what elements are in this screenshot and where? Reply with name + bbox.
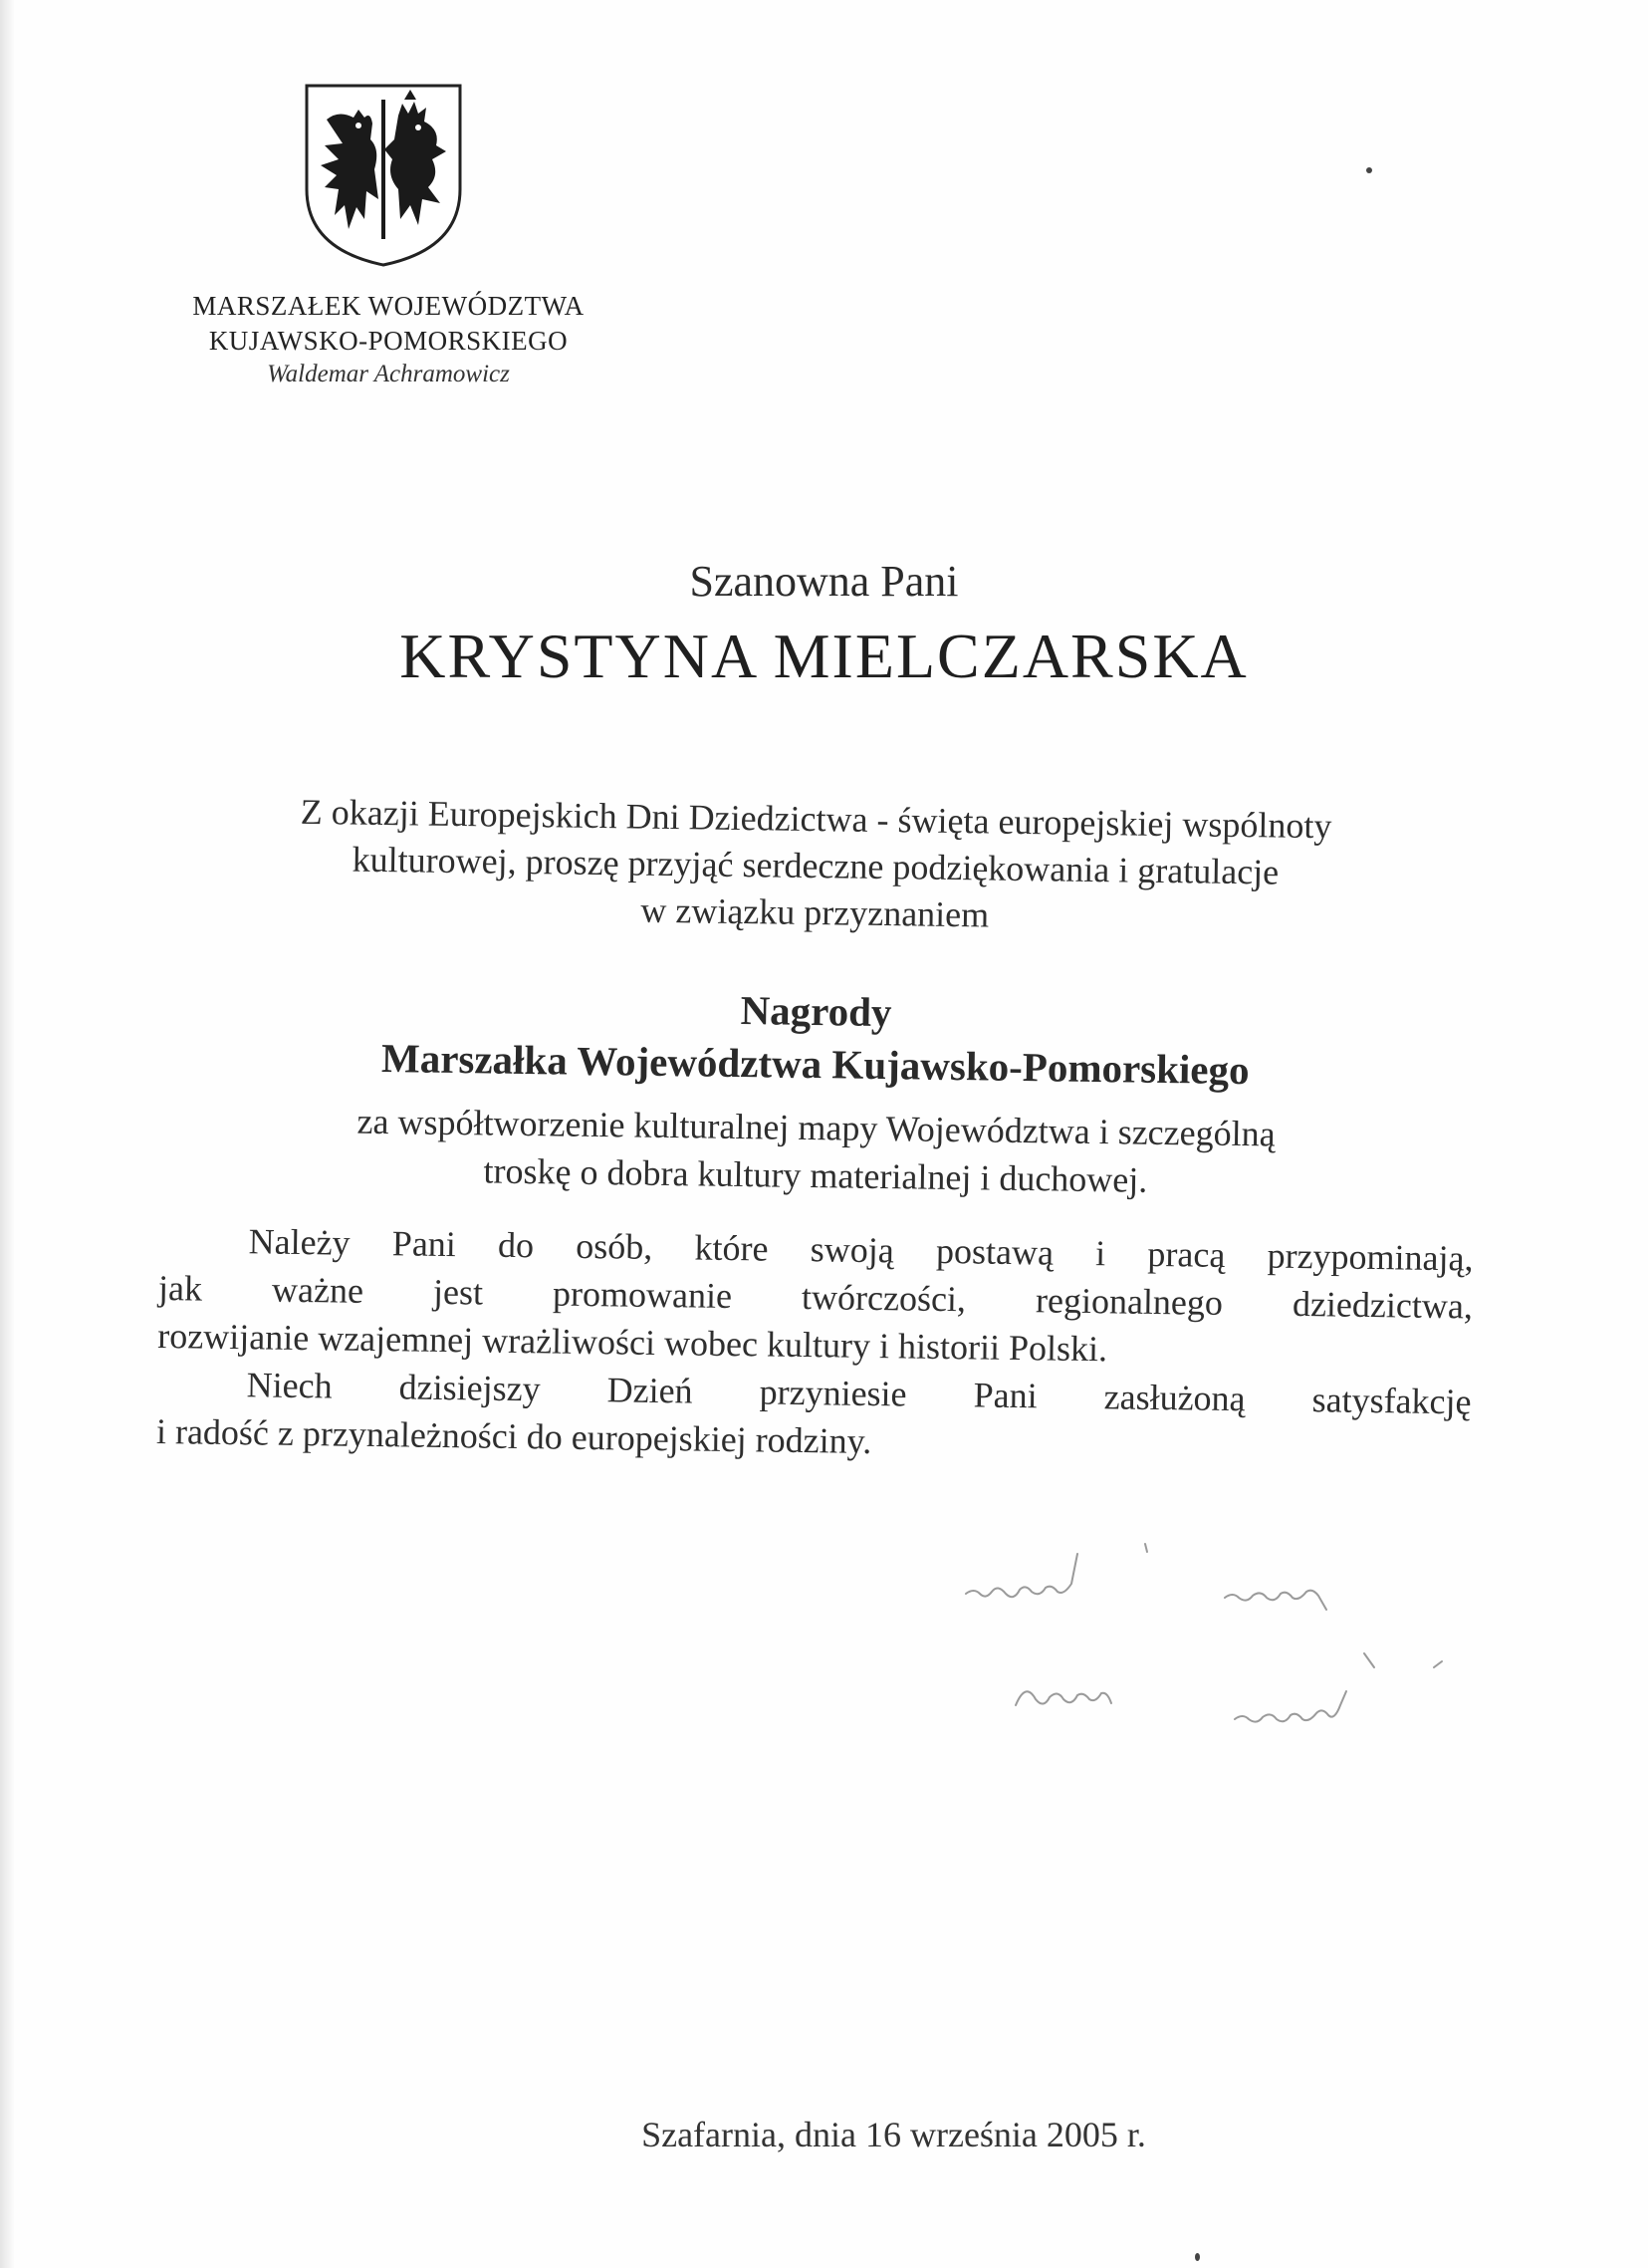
addressee-name: KRYSTYNA MIELCZARSKA: [399, 621, 1249, 691]
office-title-line2: KUJAWSKO-POMORSKIEGO: [208, 326, 569, 357]
coat-of-arms-icon: [299, 80, 468, 269]
signature-icon: [956, 1534, 1514, 1773]
scan-edge-shadow: [0, 0, 14, 2268]
award-title-line1: Nagrody: [740, 987, 892, 1036]
body-line: Niech dzisiejszy Dzień przyniesie Pani zasłużoną satysfakcję: [246, 1364, 1472, 1422]
letter-body: [156, 1217, 1474, 1474]
office-holder-name: Waldemar Achramowicz: [267, 361, 510, 388]
intro-line: Z okazji Europejskich Dni Dziedzictwa - święta europejskiej wspólnoty: [300, 791, 1332, 847]
body-line: jak ważne jest promowanie twórczości, regionalnego dziedzictwa,: [157, 1267, 1474, 1327]
intro-paragraph: [167, 787, 1464, 945]
intro-line: kulturowej, proszę przyjąć serdeczne podziękowania i gratulacje: [352, 839, 1280, 892]
reason-line: troskę o dobra kultury materialnej i duchowej.: [483, 1150, 1148, 1200]
office-block: [110, 289, 667, 391]
body-line: rozwijanie wzajemnej wrażliwości wobec kultury i historii Polski.: [157, 1315, 1108, 1370]
award-title-line2: Marszałka Województwa Kujawsko-Pomorskiego: [380, 1035, 1250, 1094]
award-title: [168, 976, 1464, 1101]
award-reason: [168, 1096, 1464, 1209]
body-line: Należy Pani do osób, które swoją postawą i pracą przypominają,: [248, 1221, 1474, 1279]
body-line: i radość z przynależności do europejskiej rodziny.: [155, 1410, 872, 1461]
office-title-line1: MARSZAŁEK WOJEWÓDZTWA: [192, 291, 585, 321]
scan-speck: [1366, 167, 1372, 173]
intro-line: w związku przyznaniem: [640, 889, 990, 935]
scan-speck: [1195, 2253, 1200, 2261]
letter-date: Szafarnia, dnia 16 września 2005 r.: [641, 2115, 1146, 2154]
reason-line: za współtworzenie kulturalnej mapy Województwa i szczególną: [356, 1101, 1276, 1154]
salutation: Szanowna Pani: [689, 557, 959, 606]
